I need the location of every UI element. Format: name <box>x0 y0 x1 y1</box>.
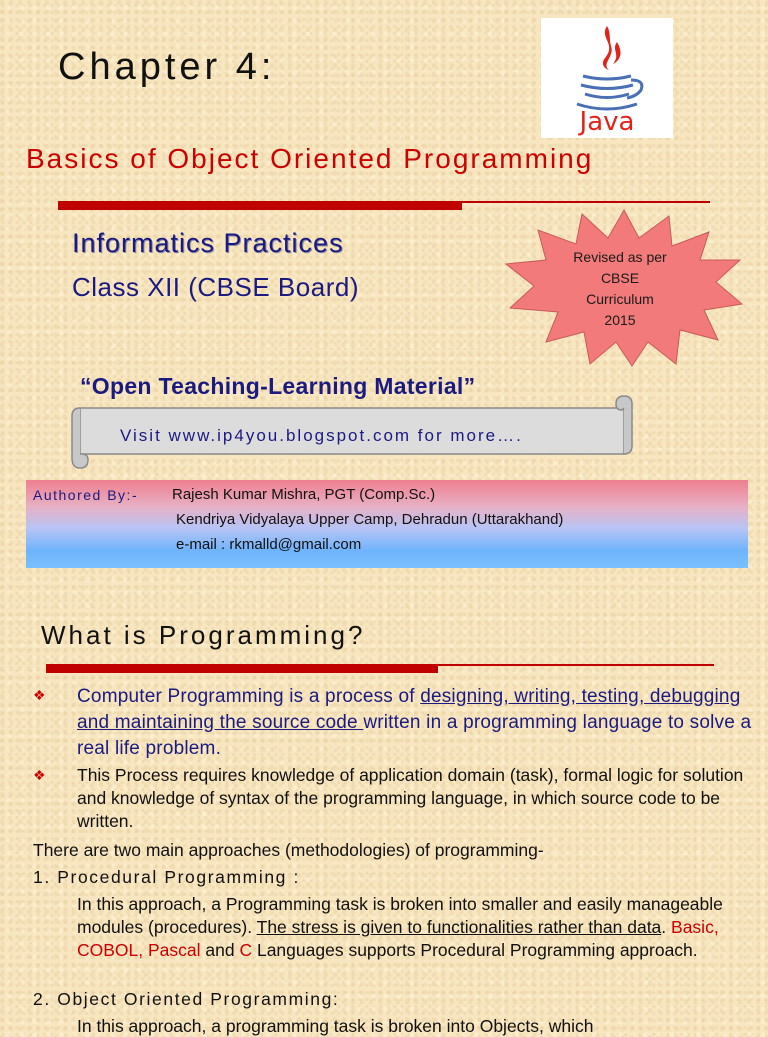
java-logo-text: Java <box>579 107 635 137</box>
procedural-heading: 1. Procedural Programming : <box>33 867 300 887</box>
proc-language-c: C <box>239 940 253 960</box>
author-email[interactable]: e-mail : rkmalld@gmail.com <box>176 536 362 553</box>
author-label: Authored By:- <box>33 487 139 503</box>
revised-badge-text <box>545 247 695 331</box>
proc-underlined: The stress is given to functionalities rather than data <box>256 917 662 937</box>
bullet1-underlined: designing, writing, testing, debugging and maintaining the source code <box>77 686 741 733</box>
java-logo <box>541 18 673 138</box>
author-school: Kendriya Vidyalaya Upper Camp, Dehradun (Uttarakhand) <box>176 511 564 528</box>
title-divider-thick <box>58 201 462 210</box>
class-title: Class XII (CBSE Board) <box>72 272 359 302</box>
section-divider-thick <box>46 664 438 673</box>
chapter-title: Chapter 4: <box>58 46 276 88</box>
proc-text-1: In this approach, a Programming task is broken into smaller and easily manageable modules (procedures). <box>77 894 723 937</box>
oop-body-cut: In this approach, a programming task is broken into Objects, which <box>77 1016 594 1036</box>
proc-text-2: . <box>661 917 672 937</box>
badge-line-4: 2015 <box>604 312 636 328</box>
diamond-bullet-icon: ❖ <box>33 767 46 783</box>
badge-line-1: Revised as per <box>573 249 667 265</box>
title-divider-thin <box>462 201 710 203</box>
author-name: Rajesh Kumar Mishra, PGT (Comp.Sc.) <box>172 486 436 503</box>
diamond-bullet-icon: ❖ <box>33 687 46 703</box>
bullet-definition <box>77 684 757 762</box>
tagline: “Open Teaching-Learning Material” <box>80 373 476 399</box>
chapter-subtitle: Basics of Object Oriented Programming <box>26 143 594 174</box>
proc-text-3: and <box>200 940 240 960</box>
approaches-intro: There are two main approaches (methodologies) of programming- <box>33 840 544 860</box>
section-divider-thin <box>438 664 714 666</box>
bullet-requirements: This Process requires knowledge of application domain (task), formal logic for solution and knowledge of syntax of the programming language, in which source code to be written. <box>77 765 744 831</box>
oop-heading: 2. Object Oriented Programming: <box>33 989 340 1009</box>
proc-text-4: Languages supports Procedural Programming approach. <box>252 940 698 960</box>
bullet1-pre: Computer Programming is a process of <box>77 686 421 707</box>
bullet1-post: written in a programming language to solve a real life problem. <box>77 712 752 759</box>
procedural-body <box>77 893 747 962</box>
course-title: Informatics Practices <box>72 228 344 258</box>
badge-line-3: Curriculum <box>586 291 654 307</box>
visit-link-text[interactable]: Visit www.ip4you.blogspot.com for more…. <box>120 426 523 445</box>
badge-line-2: CBSE <box>600 270 640 286</box>
section-title: What is Programming? <box>41 620 366 650</box>
proc-languages: Basic, COBOL, Pascal <box>77 917 719 960</box>
